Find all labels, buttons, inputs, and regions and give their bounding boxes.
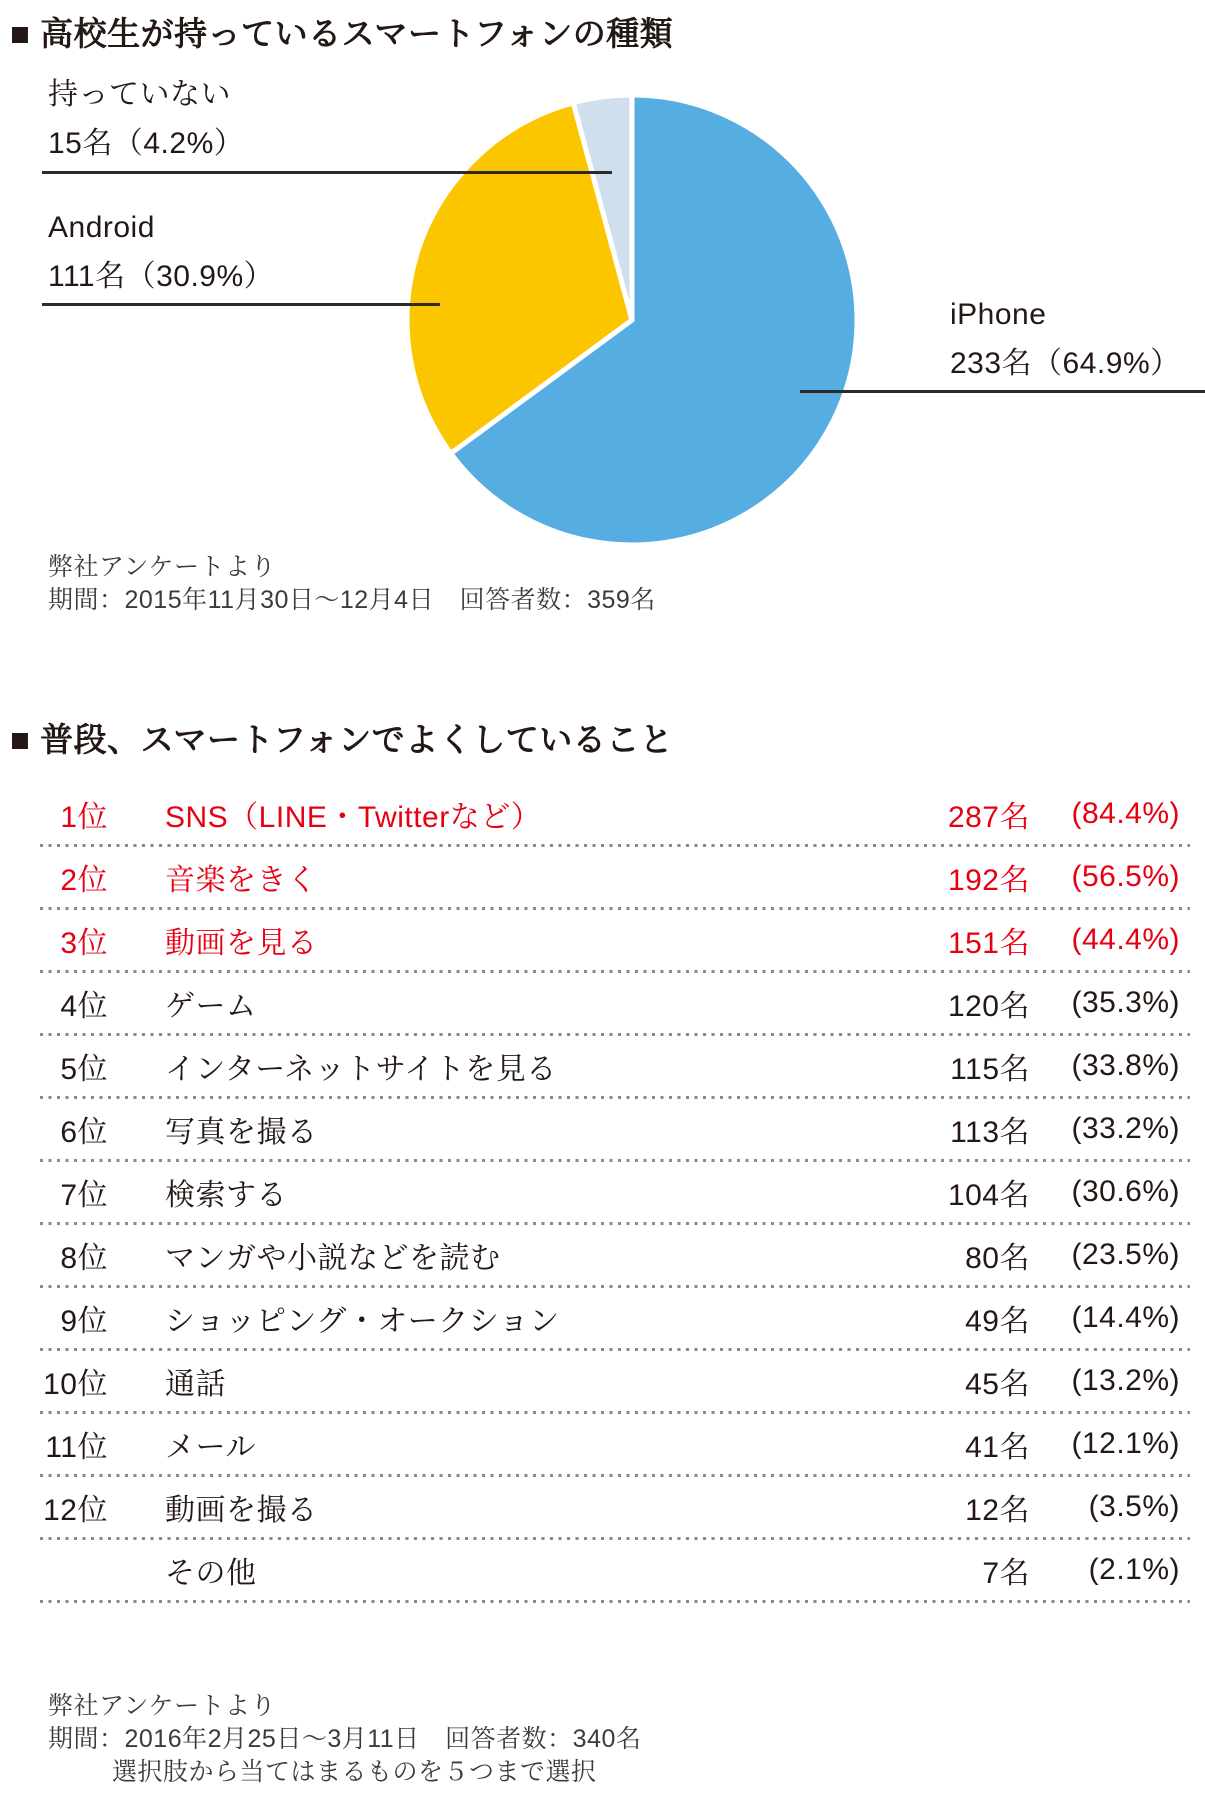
pie-label-android-value: 111名（30.9%） (48, 260, 275, 293)
activity-cell: インターネットサイトを見る (165, 1053, 557, 1086)
activity-cell: ゲーム (165, 990, 257, 1023)
count-cell: 115名 (950, 1053, 1030, 1086)
leader-line-iphone (800, 390, 1205, 393)
rank-cell: 9位 (60, 1305, 108, 1338)
activity-cell: マンガや小説などを読む (165, 1242, 501, 1275)
ranking-row (40, 1225, 1190, 1285)
section1-title: ■ 高校生が持っているスマートフォンの種類 (10, 15, 674, 52)
rank-cell: 2位 (60, 864, 108, 897)
count-cell: 45名 (965, 1368, 1030, 1401)
count-cell: 41名 (965, 1431, 1030, 1464)
ranking-row (40, 973, 1190, 1033)
rank-cell: 8位 (60, 1242, 108, 1275)
rank-cell: 1位 (60, 801, 108, 834)
smartphone-pie-chart (372, 60, 892, 580)
percent-cell: (56.5%) (1071, 860, 1180, 893)
rank-cell: 11位 (45, 1431, 108, 1464)
count-cell: 151名 (947, 927, 1030, 960)
source2-line3: 選択肢から当てはまるものを５つまで選択 (112, 1758, 597, 1786)
source1-line1: 弊社アンケートより (48, 553, 277, 581)
pie-label-iphone-value: 233名（64.9%） (950, 347, 1181, 380)
ranking-table (40, 784, 1190, 1603)
source2-line2: 期間：2016年2月25日～3月11日 回答者数：340名 (48, 1725, 642, 1753)
ranking-row (40, 1036, 1190, 1096)
activity-cell: 検索する (165, 1179, 287, 1212)
count-cell: 287名 (947, 801, 1030, 834)
activity-cell: 通話 (165, 1368, 226, 1401)
rank-cell: 10位 (43, 1368, 108, 1401)
percent-cell: (33.2%) (1071, 1112, 1180, 1145)
count-cell: 104名 (947, 1179, 1030, 1212)
ranking-row (40, 1351, 1190, 1411)
pie-label-iphone (950, 290, 1181, 388)
percent-cell: (14.4%) (1071, 1301, 1180, 1334)
activity-cell: メール (165, 1431, 256, 1464)
source1-line2: 期間：2015年11月30日～12月4日 回答者数：359名 (48, 586, 656, 614)
ranking-row (40, 1162, 1190, 1222)
count-cell: 80名 (965, 1242, 1030, 1275)
ranking-row (40, 1540, 1190, 1600)
activity-cell: その他 (165, 1557, 257, 1590)
rank-cell: 3位 (60, 927, 108, 960)
leader-line-none (42, 171, 612, 174)
percent-cell: (84.4%) (1071, 797, 1180, 830)
section2-title: ■ 普段、スマートフォンでよくしていること (10, 721, 674, 758)
count-cell: 113名 (950, 1116, 1030, 1149)
percent-cell: (35.3%) (1071, 986, 1180, 1019)
percent-cell: (2.1%) (1088, 1553, 1180, 1586)
count-cell: 192名 (947, 864, 1030, 897)
source2-line1: 弊社アンケートより (48, 1692, 277, 1720)
activity-cell: 動画を見る (165, 927, 318, 960)
rank-cell: 5位 (60, 1053, 108, 1086)
activity-cell: 動画を撮る (165, 1494, 318, 1527)
percent-cell: (33.8%) (1071, 1049, 1180, 1082)
ranking-row (40, 847, 1190, 907)
count-cell: 120名 (947, 990, 1030, 1023)
ranking-row (40, 1099, 1190, 1159)
pie-label-android (48, 203, 274, 301)
percent-cell: (30.6%) (1071, 1175, 1180, 1208)
rank-cell: 4位 (60, 990, 108, 1023)
percent-cell: (23.5%) (1071, 1238, 1180, 1271)
percent-cell: (13.2%) (1071, 1364, 1180, 1397)
section2-source (48, 1690, 641, 1789)
section1-source (48, 551, 656, 617)
percent-cell: (12.1%) (1071, 1427, 1180, 1460)
percent-cell: (3.5%) (1088, 1490, 1180, 1523)
dotted-separator (40, 1600, 1190, 1603)
pie-label-none (48, 70, 244, 168)
count-cell: 12名 (965, 1494, 1030, 1527)
pie-label-none-name: 持っていない (48, 78, 231, 111)
activity-cell: SNS（LINE・Twitterなど） (165, 801, 542, 834)
rank-cell: 7位 (60, 1179, 108, 1212)
pie-label-none-value: 15名（4.2%） (48, 127, 245, 160)
activity-cell: ショッピング・オークション (165, 1305, 560, 1338)
ranking-row (40, 1288, 1190, 1348)
leader-line-android (42, 303, 440, 306)
pie-label-android-name: Android (48, 211, 155, 244)
percent-cell: (44.4%) (1071, 923, 1180, 956)
pie-label-iphone-name: iPhone (950, 298, 1047, 331)
activity-cell: 音楽をきく (165, 864, 318, 897)
ranking-row (40, 784, 1190, 844)
rank-cell: 12位 (43, 1494, 108, 1527)
activity-cell: 写真を撮る (165, 1116, 318, 1149)
rank-cell: 6位 (60, 1116, 108, 1149)
count-cell: 7名 (982, 1557, 1030, 1590)
ranking-row (40, 910, 1190, 970)
count-cell: 49名 (965, 1305, 1030, 1338)
ranking-row (40, 1414, 1190, 1474)
ranking-row (40, 1477, 1190, 1537)
